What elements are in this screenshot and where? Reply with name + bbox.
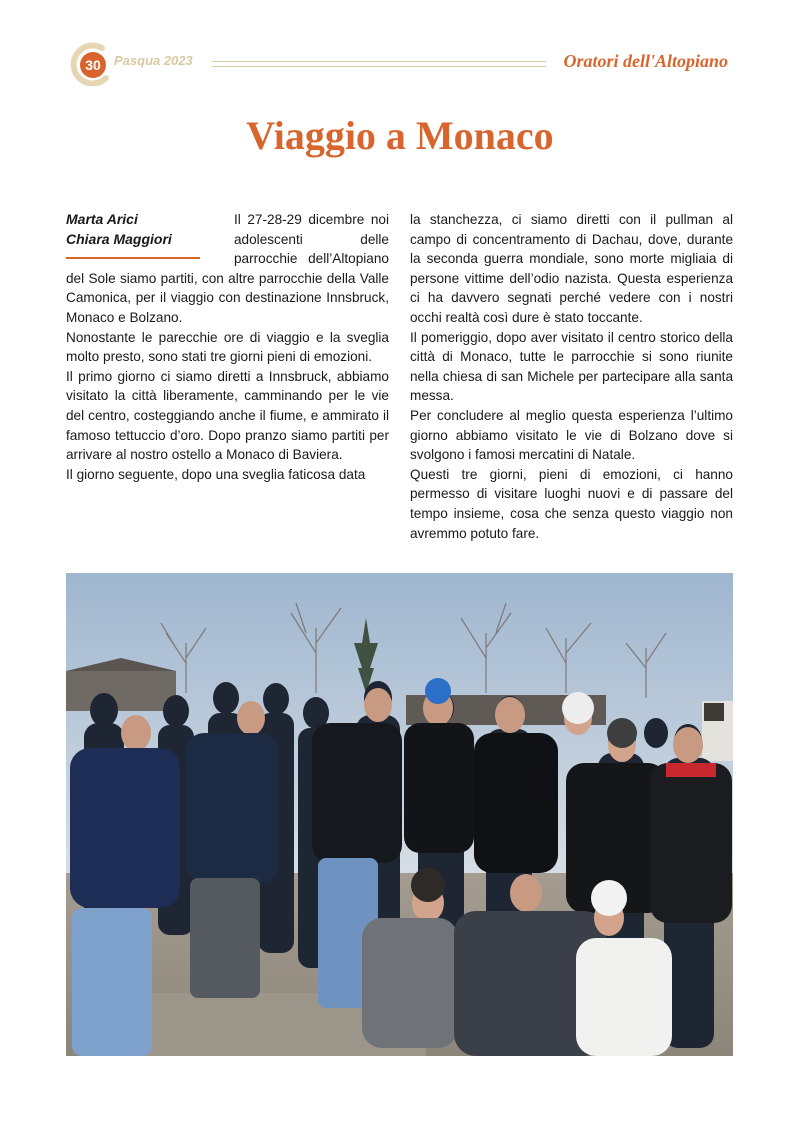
article-paragraph: Il giorno seguente, dopo una sveglia faticosa data [66,466,366,482]
author-name: Marta Arici [66,211,138,227]
article-paragraph: Nonostante le parecchie ore di viaggio e la sveglia molto presto, sono stati tre giorni pieni di emozioni. [66,329,389,365]
issue-label: Pasqua 2023 [114,53,193,68]
article-paragraph: Il primo giorno ci siamo diretti a Innsbruck, abbiamo visitato la città liberamente, camminando per le vie del centro, costeggiando anche il fiume, e ammirato il famoso tettuccio d’oro. Dopo pranzo siamo partiti per arrivare al nostro ostello a Monaco di Baviera. [66,368,389,463]
article-paragraph: Questi tre giorni, pieni di emozioni, ci hanno permesso di visitare luoghi nuovi e di passare del tempo insieme, cosa che senza questo viaggio non avremmo potuto fare. [410,466,733,541]
article-authors [66,210,200,259]
article-paragraph: Il pomeriggio, dopo aver visitato il centro storico della città di Monaco, tutte le parrocchie si sono riunite nella chiesa di san Michele per partecipare alla santa messa. [410,329,733,404]
magazine-title: Oratori dell'Altopiano [563,51,728,71]
article-paragraph: la stanchezza, ci siamo diretti con il pullman al campo di concentramento di Dachau, dove, durante la seconda guerra mondiale, sono morte migliaia di persone vittime dell’odio nazista. Questa esperienza ci ha davvero segnati perché vedere con i nostri occhi realtà così dure è stato toccante. [410,212,733,325]
article-paragraph: Il 27-28-29 dicembre noi adolescenti delle parrocchie dell’Altopiano del Sole siamo partiti, con altre parrocchie della Valle Camonica, per il viaggio con destinazione Innsbruck, Monaco e Bolzano. [66,212,389,325]
page-number-badge [66,40,112,86]
article-paragraph: Per concludere al meglio questa esperienza l’ultimo giorno abbiamo visitato le vie di Bolzano dove si svolgono i famosi mercatini di Natale. [410,407,733,463]
article-title: Viaggio a Monaco [246,113,554,158]
page-number: 30 [80,52,106,78]
header-rule [212,61,546,67]
author-name: Chiara Maggiori [66,230,172,247]
group-photo [66,573,733,1056]
page-header [66,38,736,86]
article-column-left [66,210,389,484]
article-column-right [410,210,733,543]
